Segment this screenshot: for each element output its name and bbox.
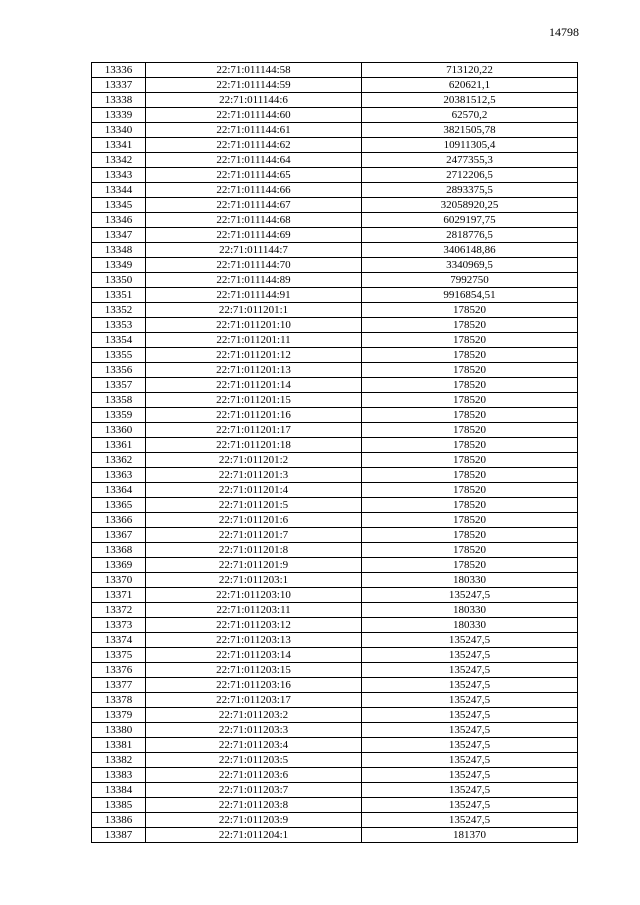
cadastral-value-table <box>91 62 578 843</box>
row-number-cell: 13351 <box>92 288 146 303</box>
row-number-cell: 13347 <box>92 228 146 243</box>
row-number-cell: 13365 <box>92 498 146 513</box>
table-row <box>92 768 578 783</box>
cadastral-number-cell: 22:71:011201:1 <box>146 303 362 318</box>
row-number-cell: 13348 <box>92 243 146 258</box>
table-row <box>92 798 578 813</box>
cadastral-value-cell: 713120,22 <box>362 63 578 78</box>
cadastral-number-cell: 22:71:011201:8 <box>146 543 362 558</box>
table-row <box>92 63 578 78</box>
cadastral-number-cell: 22:71:011201:13 <box>146 363 362 378</box>
cadastral-number-cell: 22:71:011203:12 <box>146 618 362 633</box>
cadastral-number-cell: 22:71:011201:17 <box>146 423 362 438</box>
cadastral-value-cell: 3340969,5 <box>362 258 578 273</box>
table-row <box>92 288 578 303</box>
cadastral-number-cell: 22:71:011201:11 <box>146 333 362 348</box>
table-row <box>92 813 578 828</box>
cadastral-number-cell: 22:71:011203:6 <box>146 768 362 783</box>
cadastral-number-cell: 22:71:011144:69 <box>146 228 362 243</box>
table-row <box>92 678 578 693</box>
cadastral-value-cell: 135247,5 <box>362 678 578 693</box>
cadastral-value-cell: 62570,2 <box>362 108 578 123</box>
cadastral-value-cell: 178520 <box>362 453 578 468</box>
row-number-cell: 13355 <box>92 348 146 363</box>
row-number-cell: 13340 <box>92 123 146 138</box>
table-row <box>92 213 578 228</box>
cadastral-number-cell: 22:71:011144:67 <box>146 198 362 213</box>
cadastral-value-cell: 135247,5 <box>362 753 578 768</box>
row-number-cell: 13338 <box>92 93 146 108</box>
cadastral-value-cell: 178520 <box>362 468 578 483</box>
cadastral-value-cell: 135247,5 <box>362 588 578 603</box>
table-row <box>92 663 578 678</box>
table-row <box>92 153 578 168</box>
row-number-cell: 13369 <box>92 558 146 573</box>
row-number-cell: 13370 <box>92 573 146 588</box>
row-number-cell: 13377 <box>92 678 146 693</box>
row-number-cell: 13382 <box>92 753 146 768</box>
row-number-cell: 13349 <box>92 258 146 273</box>
cadastral-value-cell: 178520 <box>362 528 578 543</box>
cadastral-number-cell: 22:71:011203:10 <box>146 588 362 603</box>
cadastral-value-cell: 2712206,5 <box>362 168 578 183</box>
row-number-cell: 13360 <box>92 423 146 438</box>
cadastral-number-cell: 22:71:011144:65 <box>146 168 362 183</box>
table-row <box>92 543 578 558</box>
table-row <box>92 693 578 708</box>
cadastral-number-cell: 22:71:011201:7 <box>146 528 362 543</box>
cadastral-value-cell: 180330 <box>362 573 578 588</box>
row-number-cell: 13386 <box>92 813 146 828</box>
cadastral-value-cell: 178520 <box>362 513 578 528</box>
cadastral-number-cell: 22:71:011201:5 <box>146 498 362 513</box>
cadastral-value-cell: 178520 <box>362 363 578 378</box>
table-row <box>92 78 578 93</box>
table-row <box>92 423 578 438</box>
row-number-cell: 13358 <box>92 393 146 408</box>
row-number-cell: 13345 <box>92 198 146 213</box>
table-row <box>92 723 578 738</box>
table-row <box>92 168 578 183</box>
row-number-cell: 13376 <box>92 663 146 678</box>
row-number-cell: 13374 <box>92 633 146 648</box>
row-number-cell: 13366 <box>92 513 146 528</box>
cadastral-number-cell: 22:71:011203:3 <box>146 723 362 738</box>
row-number-cell: 13385 <box>92 798 146 813</box>
cadastral-number-cell: 22:71:011201:2 <box>146 453 362 468</box>
cadastral-value-cell: 32058920,25 <box>362 198 578 213</box>
cadastral-value-cell: 20381512,5 <box>362 93 578 108</box>
cadastral-value-cell: 3821505,78 <box>362 123 578 138</box>
row-number-cell: 13357 <box>92 378 146 393</box>
row-number-cell: 13343 <box>92 168 146 183</box>
table-body <box>92 63 578 843</box>
table-row <box>92 183 578 198</box>
table-row <box>92 498 578 513</box>
table-row <box>92 348 578 363</box>
cadastral-value-cell: 135247,5 <box>362 813 578 828</box>
table-row <box>92 333 578 348</box>
table-row <box>92 123 578 138</box>
row-number-cell: 13383 <box>92 768 146 783</box>
row-number-cell: 13356 <box>92 363 146 378</box>
cadastral-value-cell: 7992750 <box>362 273 578 288</box>
row-number-cell: 13381 <box>92 738 146 753</box>
cadastral-number-cell: 22:71:011204:1 <box>146 828 362 843</box>
cadastral-value-cell: 178520 <box>362 303 578 318</box>
table-row <box>92 603 578 618</box>
cadastral-number-cell: 22:71:011203:4 <box>146 738 362 753</box>
row-number-cell: 13372 <box>92 603 146 618</box>
cadastral-number-cell: 22:71:011203:8 <box>146 798 362 813</box>
row-number-cell: 13375 <box>92 648 146 663</box>
cadastral-number-cell: 22:71:011203:1 <box>146 573 362 588</box>
cadastral-number-cell: 22:71:011201:15 <box>146 393 362 408</box>
cadastral-number-cell: 22:71:011144:66 <box>146 183 362 198</box>
table-row <box>92 588 578 603</box>
cadastral-number-cell: 22:71:011201:9 <box>146 558 362 573</box>
cadastral-value-cell: 178520 <box>362 393 578 408</box>
table-row <box>92 93 578 108</box>
row-number-cell: 13368 <box>92 543 146 558</box>
row-number-cell: 13380 <box>92 723 146 738</box>
cadastral-number-cell: 22:71:011201:12 <box>146 348 362 363</box>
table-row <box>92 108 578 123</box>
table-row <box>92 618 578 633</box>
row-number-cell: 13359 <box>92 408 146 423</box>
cadastral-number-cell: 22:71:011144:70 <box>146 258 362 273</box>
table-row <box>92 273 578 288</box>
cadastral-value-cell: 178520 <box>362 483 578 498</box>
table-row <box>92 258 578 273</box>
cadastral-value-cell: 181370 <box>362 828 578 843</box>
row-number-cell: 13379 <box>92 708 146 723</box>
table-row <box>92 573 578 588</box>
cadastral-number-cell: 22:71:011203:17 <box>146 693 362 708</box>
cadastral-number-cell: 22:71:011201:6 <box>146 513 362 528</box>
row-number-cell: 13363 <box>92 468 146 483</box>
cadastral-number-cell: 22:71:011201:18 <box>146 438 362 453</box>
cadastral-number-cell: 22:71:011203:2 <box>146 708 362 723</box>
cadastral-value-cell: 9916854,51 <box>362 288 578 303</box>
table-row <box>92 648 578 663</box>
cadastral-number-cell: 22:71:011203:16 <box>146 678 362 693</box>
cadastral-value-cell: 135247,5 <box>362 738 578 753</box>
row-number-cell: 13367 <box>92 528 146 543</box>
row-number-cell: 13352 <box>92 303 146 318</box>
cadastral-value-cell: 178520 <box>362 348 578 363</box>
cadastral-value-cell: 135247,5 <box>362 783 578 798</box>
cadastral-number-cell: 22:71:011144:61 <box>146 123 362 138</box>
table-row <box>92 318 578 333</box>
table-row <box>92 393 578 408</box>
table-row <box>92 138 578 153</box>
cadastral-number-cell: 22:71:011144:6 <box>146 93 362 108</box>
cadastral-number-cell: 22:71:011144:59 <box>146 78 362 93</box>
row-number-cell: 13373 <box>92 618 146 633</box>
table-row <box>92 378 578 393</box>
cadastral-value-cell: 135247,5 <box>362 648 578 663</box>
row-number-cell: 13371 <box>92 588 146 603</box>
table-row <box>92 528 578 543</box>
table-row <box>92 303 578 318</box>
cadastral-value-cell: 620621,1 <box>362 78 578 93</box>
cadastral-value-cell: 178520 <box>362 423 578 438</box>
table-row <box>92 453 578 468</box>
cadastral-number-cell: 22:71:011144:7 <box>146 243 362 258</box>
row-number-cell: 13341 <box>92 138 146 153</box>
cadastral-number-cell: 22:71:011201:16 <box>146 408 362 423</box>
row-number-cell: 13387 <box>92 828 146 843</box>
cadastral-value-cell: 178520 <box>362 378 578 393</box>
cadastral-number-cell: 22:71:011203:9 <box>146 813 362 828</box>
row-number-cell: 13350 <box>92 273 146 288</box>
cadastral-value-cell: 135247,5 <box>362 708 578 723</box>
table-row <box>92 468 578 483</box>
table-row <box>92 783 578 798</box>
row-number-cell: 13361 <box>92 438 146 453</box>
cadastral-number-cell: 22:71:011203:15 <box>146 663 362 678</box>
cadastral-value-cell: 2893375,5 <box>362 183 578 198</box>
cadastral-value-cell: 135247,5 <box>362 663 578 678</box>
cadastral-value-cell: 178520 <box>362 333 578 348</box>
cadastral-number-cell: 22:71:011203:14 <box>146 648 362 663</box>
table-row <box>92 243 578 258</box>
row-number-cell: 13384 <box>92 783 146 798</box>
table-row <box>92 438 578 453</box>
table-row <box>92 513 578 528</box>
cadastral-number-cell: 22:71:011203:7 <box>146 783 362 798</box>
cadastral-value-cell: 178520 <box>362 318 578 333</box>
cadastral-number-cell: 22:71:011201:3 <box>146 468 362 483</box>
table-row <box>92 828 578 843</box>
row-number-cell: 13342 <box>92 153 146 168</box>
cadastral-value-cell: 180330 <box>362 603 578 618</box>
cadastral-value-cell: 178520 <box>362 408 578 423</box>
cadastral-value-cell: 3406148,86 <box>362 243 578 258</box>
cadastral-value-cell: 178520 <box>362 558 578 573</box>
table-row <box>92 408 578 423</box>
row-number-cell: 13378 <box>92 693 146 708</box>
row-number-cell: 13362 <box>92 453 146 468</box>
row-number-cell: 13344 <box>92 183 146 198</box>
table-row <box>92 363 578 378</box>
cadastral-value-cell: 2818776,5 <box>362 228 578 243</box>
cadastral-number-cell: 22:71:011144:64 <box>146 153 362 168</box>
cadastral-value-cell: 178520 <box>362 498 578 513</box>
cadastral-number-cell: 22:71:011144:91 <box>146 288 362 303</box>
cadastral-number-cell: 22:71:011144:60 <box>146 108 362 123</box>
row-number-cell: 13346 <box>92 213 146 228</box>
row-number-cell: 13353 <box>92 318 146 333</box>
cadastral-value-cell: 135247,5 <box>362 723 578 738</box>
cadastral-number-cell: 22:71:011203:11 <box>146 603 362 618</box>
cadastral-value-cell: 135247,5 <box>362 633 578 648</box>
cadastral-value-cell: 135247,5 <box>362 798 578 813</box>
cadastral-number-cell: 22:71:011144:62 <box>146 138 362 153</box>
cadastral-value-cell: 178520 <box>362 543 578 558</box>
cadastral-value-cell: 135247,5 <box>362 768 578 783</box>
cadastral-value-cell: 178520 <box>362 438 578 453</box>
cadastral-value-cell: 10911305,4 <box>362 138 578 153</box>
cadastral-number-cell: 22:71:011201:4 <box>146 483 362 498</box>
cadastral-number-cell: 22:71:011203:5 <box>146 753 362 768</box>
row-number-cell: 13354 <box>92 333 146 348</box>
cadastral-value-cell: 135247,5 <box>362 693 578 708</box>
cadastral-number-cell: 22:71:011201:10 <box>146 318 362 333</box>
cadastral-number-cell: 22:71:011203:13 <box>146 633 362 648</box>
table-row <box>92 753 578 768</box>
table-row <box>92 228 578 243</box>
cadastral-value-cell: 2477355,3 <box>362 153 578 168</box>
table-row <box>92 708 578 723</box>
table-row <box>92 558 578 573</box>
cadastral-number-cell: 22:71:011144:89 <box>146 273 362 288</box>
row-number-cell: 13336 <box>92 63 146 78</box>
cadastral-number-cell: 22:71:011144:58 <box>146 63 362 78</box>
cadastral-number-cell: 22:71:011144:68 <box>146 213 362 228</box>
cadastral-number-cell: 22:71:011201:14 <box>146 378 362 393</box>
cadastral-value-cell: 180330 <box>362 618 578 633</box>
table-row <box>92 483 578 498</box>
page-number: 14798 <box>549 25 579 39</box>
row-number-cell: 13339 <box>92 108 146 123</box>
table-row <box>92 198 578 213</box>
table-row <box>92 633 578 648</box>
row-number-cell: 13337 <box>92 78 146 93</box>
table-row <box>92 738 578 753</box>
cadastral-value-cell: 6029197,75 <box>362 213 578 228</box>
row-number-cell: 13364 <box>92 483 146 498</box>
